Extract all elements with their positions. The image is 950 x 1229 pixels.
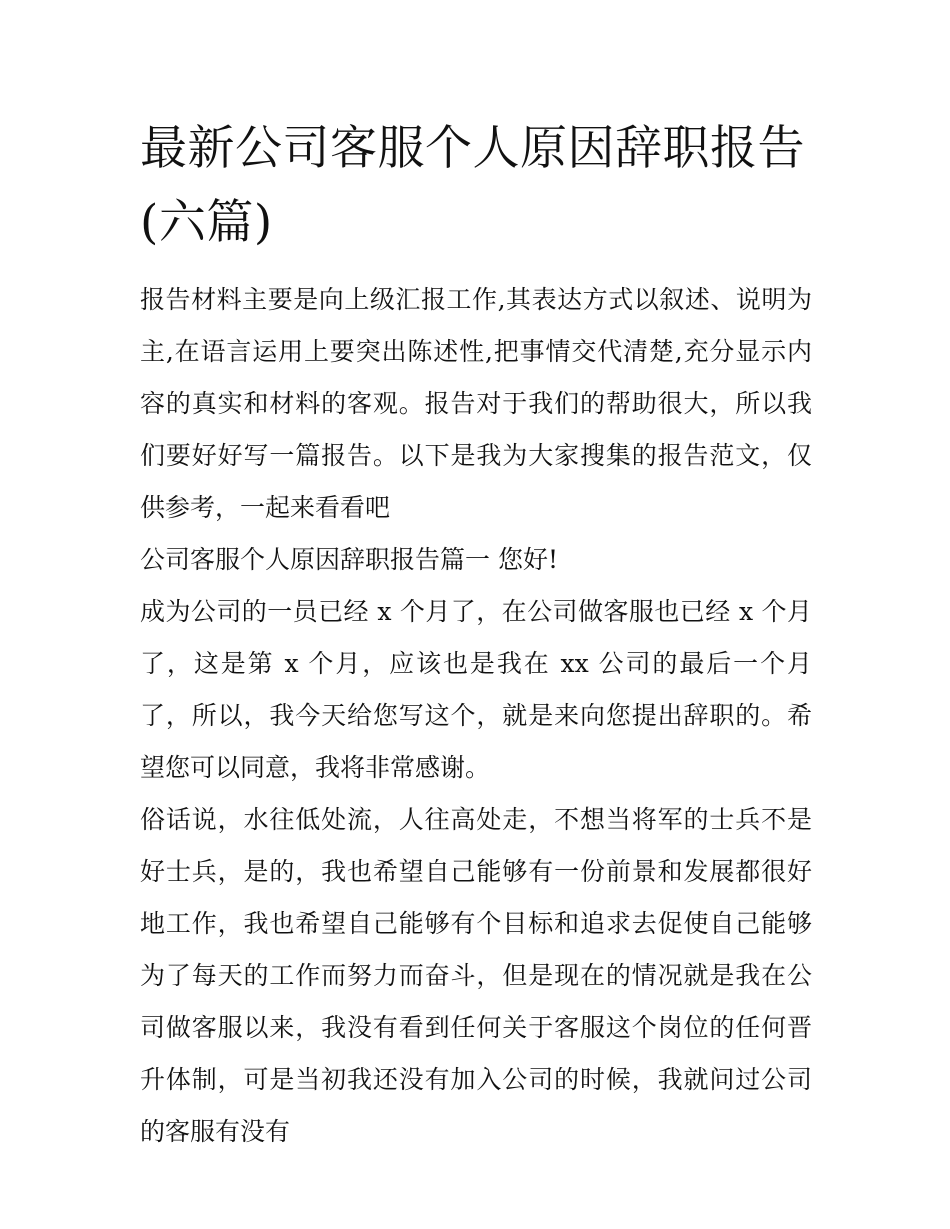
paragraph-2: 俗话说，水往低处流，人往高处走，不想当将军的士兵不是好士兵，是的，我也希望自己能够有一份前景和发展都很好地工作，我也希望自己能够有个目标和追求去促使自己能够为了每天的工作而努力而奋斗，但是现在的情况就是我在公司做客服以来，我没有看到任何关于客服这个岗位的任何晋升体制，可是当初我还没有加入公司的时候，我就问过公司的客服有没有: [140, 805, 812, 1146]
paragraph-section-heading: 公司客服个人原因辞职报告篇一 您好!: [140, 545, 558, 574]
paragraph-1: 成为公司的一员已经 x 个月了，在公司做客服也已经 x 个月了，这是第 x 个月，应该也是我在 xx 公司的最后一个月了，所以，我今天给您写这个，就是来向您提出辞职的。希望您可以同意，我将非常感谢。: [140, 597, 812, 782]
document-body: [140, 274, 812, 1158]
document-title: 最新公司客服个人原因辞职报告(六篇): [140, 121, 805, 250]
paragraph-intro: 报告材料主要是向上级汇报工作,其表达方式以叙述、说明为主,在语言运用上要突出陈述性,把事情交代清楚,充分显示内容的真实和材料的客观。报告对于我们的帮助很大，所以我们要好好写一篇报告。以下是我为大家搜集的报告范文，仅供参考，一起来看看吧: [140, 285, 812, 522]
